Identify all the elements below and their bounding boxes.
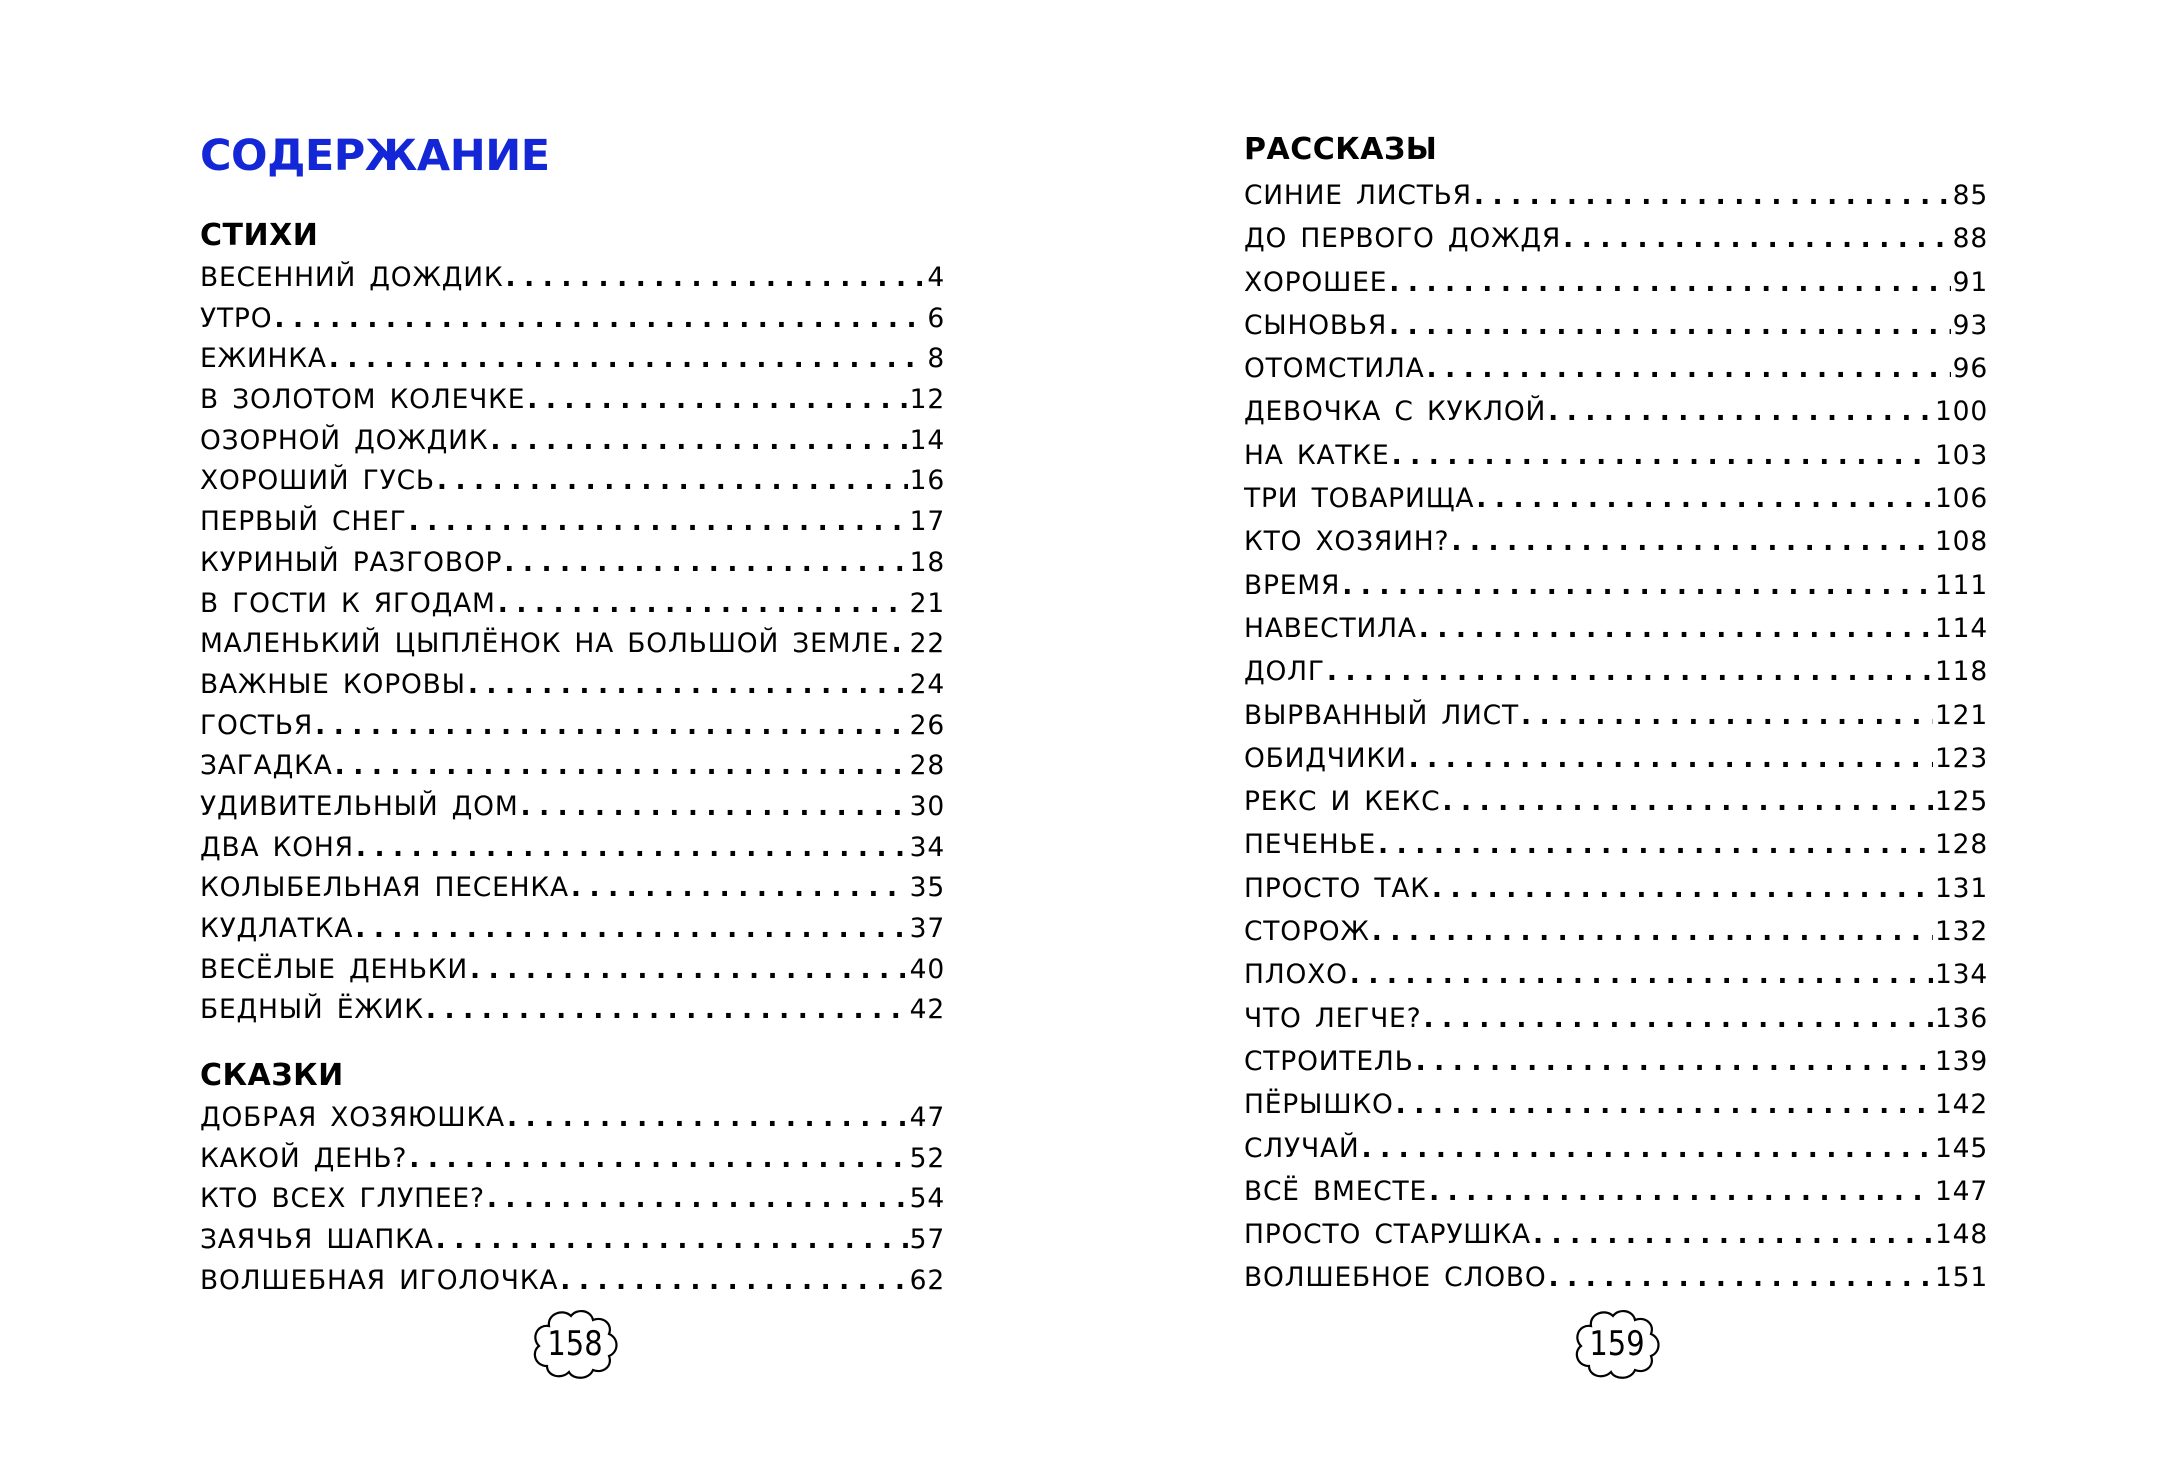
toc-entry-title: ХОРОШЕЕ	[1244, 266, 1388, 298]
dot-leader	[1419, 609, 1933, 649]
toc-entry-title: ВЕСЁЛЫЕ ДЕНЬКИ	[200, 953, 469, 985]
dot-leader	[504, 543, 907, 583]
toc-entry-title: ВСЁ ВМЕСТЕ	[1244, 1175, 1428, 1207]
dot-leader	[409, 502, 908, 542]
toc-entry-page: 118	[1935, 656, 1988, 688]
toc-entry[interactable]	[1244, 219, 1988, 262]
toc-entry[interactable]	[1244, 176, 1988, 219]
toc-entry-page: 142	[1935, 1089, 1988, 1121]
toc-entry-page: 121	[1935, 699, 1988, 731]
toc-entry-title: ВАЖНЫЕ КОРОВЫ	[200, 668, 466, 700]
toc-entry-title: РЕКС И КЕКС	[1244, 786, 1441, 818]
dot-leader	[892, 624, 908, 664]
toc-entry[interactable]	[1244, 955, 1988, 998]
toc-entry-title: ДОБРАЯ ХОЗЯЮШКА	[200, 1102, 505, 1133]
toc-entry-title: ДО ПЕРВОГО ДОЖДЯ	[1244, 223, 1562, 255]
dot-leader	[1474, 176, 1951, 216]
toc-entry-title: НА КАТКЕ	[1244, 439, 1390, 471]
toc-entry[interactable]	[1244, 436, 1988, 479]
toc-entry-page: 151	[1935, 1262, 1988, 1294]
toc-entry-page: 148	[1935, 1219, 1988, 1251]
dot-leader	[468, 665, 908, 705]
toc-entry[interactable]	[200, 1098, 945, 1139]
toc-entry-title: ЧТО ЛЕГЧЕ?	[1244, 1002, 1422, 1034]
dot-leader	[1392, 436, 1933, 476]
dot-leader	[329, 339, 926, 379]
toc-entry-page: 125	[1935, 786, 1988, 818]
toc-entry-title: СИНИЕ ЛИСТЬЯ	[1244, 180, 1472, 211]
page-number-badge	[527, 1306, 623, 1382]
toc-entry-page: 134	[1935, 959, 1988, 991]
dot-leader	[1362, 1129, 1934, 1169]
dot-leader	[507, 1098, 908, 1138]
toc-entry-page: 103	[1935, 439, 1988, 471]
dot-leader	[1451, 522, 1933, 562]
dot-leader	[409, 1139, 907, 1179]
toc-entry[interactable]	[200, 380, 945, 421]
dot-leader	[1533, 1215, 1933, 1255]
toc-entry-title: ЕЖИНКА	[200, 343, 327, 375]
toc-entry-title: ОБИДЧИКИ	[1244, 742, 1407, 774]
toc-entry-page: 22	[909, 628, 945, 660]
toc-list-tales	[200, 1098, 945, 1301]
toc-list-poems	[200, 258, 945, 1031]
toc-entry-page: 111	[1935, 569, 1988, 601]
toc-entry-title: БЕДНЫЙ ЁЖИК	[200, 994, 424, 1026]
toc-entry[interactable]	[1244, 1258, 1988, 1301]
toc-entry-page: 24	[909, 668, 945, 700]
toc-entry-title: ОЗОРНОЙ ДОЖДИК	[200, 424, 489, 456]
toc-entry-page: 42	[909, 994, 945, 1026]
toc-entry-page: 34	[909, 831, 945, 863]
toc-entry-title: КОЛЫБЕЛЬНАЯ ПЕСЕНКА	[200, 872, 569, 904]
dot-leader	[1378, 825, 1933, 865]
toc-entry-page: 91	[1952, 266, 1988, 298]
toc-entry-title: УТРО	[200, 302, 273, 334]
dot-leader	[1327, 652, 1933, 692]
dot-leader	[571, 868, 908, 908]
toc-entry-page: 4	[927, 262, 945, 293]
dot-leader	[1563, 219, 1951, 259]
toc-entry-title: ДОЛГ	[1244, 656, 1325, 688]
dot-leader	[1423, 999, 1933, 1039]
toc-entry-page: 57	[909, 1224, 945, 1256]
page-number: 159	[1589, 1324, 1645, 1364]
toc-entry-page: 96	[1952, 353, 1988, 385]
toc-entry[interactable]	[200, 421, 945, 462]
toc-entry[interactable]	[1244, 739, 1988, 782]
toc-entry-title: ПЕЧЕНЬЕ	[1244, 829, 1377, 861]
toc-entry[interactable]	[1244, 1042, 1988, 1085]
toc-entry-title: ПЕРВЫЙ СНЕГ	[200, 506, 407, 538]
toc-entry[interactable]	[1244, 1215, 1988, 1258]
toc-entry-title: НАВЕСТИЛА	[1244, 612, 1417, 644]
toc-entry[interactable]	[200, 584, 945, 625]
toc-entry-page: 16	[909, 465, 945, 497]
dot-leader	[1389, 263, 1950, 303]
toc-entry[interactable]	[1244, 479, 1988, 522]
toc-entry-page: 88	[1952, 223, 1988, 255]
toc-entry-title: УДИВИТЕЛЬНЫЙ ДОМ	[200, 790, 519, 822]
toc-entry[interactable]	[1244, 609, 1988, 652]
toc-entry-title: ХОРОШИЙ ГУСЬ	[200, 465, 435, 497]
toc-entry-page: 40	[909, 953, 945, 985]
toc-entry-page: 100	[1935, 396, 1988, 428]
toc-entry[interactable]	[200, 461, 945, 502]
toc-entry-title: ВОЛШЕБНАЯ ИГОЛОЧКА	[200, 1264, 559, 1296]
toc-entry[interactable]	[200, 1179, 945, 1220]
section-heading-poems: СТИХИ	[200, 218, 319, 253]
toc-entry-page: 47	[909, 1102, 945, 1133]
toc-entry[interactable]	[200, 746, 945, 787]
dot-leader	[1432, 869, 1933, 909]
dot-leader	[1442, 782, 1933, 822]
dot-leader	[1396, 1085, 1933, 1125]
toc-entry-page: 131	[1935, 872, 1988, 904]
toc-entry[interactable]	[200, 339, 945, 380]
dot-leader	[426, 990, 908, 1030]
toc-entry[interactable]	[1244, 349, 1988, 392]
toc-entry-title: ВЕСЕННИЙ ДОЖДИК	[200, 262, 504, 293]
toc-entry-page: 106	[1935, 483, 1988, 515]
dot-leader	[521, 787, 908, 827]
toc-entry[interactable]	[1244, 1129, 1988, 1172]
dot-leader	[436, 1220, 908, 1260]
toc-entry-page: 12	[909, 384, 945, 416]
toc-entry-title: СЛУЧАЙ	[1244, 1132, 1360, 1164]
toc-entry[interactable]	[200, 299, 945, 340]
page-number: 158	[547, 1324, 603, 1364]
dot-leader	[470, 950, 908, 990]
toc-entry-page: 6	[927, 302, 945, 334]
toc-entry-title: ГОСТЬЯ	[200, 709, 314, 741]
toc-entry-page: 21	[909, 587, 945, 619]
toc-entry[interactable]	[200, 665, 945, 706]
toc-entry[interactable]	[200, 706, 945, 747]
dot-leader	[1416, 1042, 1933, 1082]
toc-entry-title: КУДЛАТКА	[200, 913, 354, 944]
toc-entry-title: ДВА КОНЯ	[200, 831, 354, 863]
toc-entry[interactable]	[200, 990, 945, 1031]
toc-entry-page: 35	[909, 872, 945, 904]
toc-entry[interactable]	[1244, 869, 1988, 912]
dot-leader	[1429, 1172, 1933, 1212]
toc-entry[interactable]	[200, 868, 945, 909]
dot-leader	[1521, 696, 1933, 736]
toc-entry[interactable]	[1244, 1172, 1988, 1215]
toc-entry[interactable]	[1244, 1085, 1988, 1128]
dot-leader	[355, 909, 907, 949]
toc-entry[interactable]	[1244, 825, 1988, 868]
dot-leader	[1476, 479, 1933, 519]
toc-entry[interactable]	[1244, 782, 1988, 825]
dot-leader	[527, 380, 907, 420]
left-page	[200, 0, 945, 1476]
toc-entry-title: КАКОЙ ДЕНЬ?	[200, 1142, 408, 1174]
dot-leader	[437, 461, 908, 501]
dot-leader	[1389, 306, 1951, 346]
toc-entry-title: ПЛОХО	[1244, 959, 1348, 991]
toc-entry-title: СТОРОЖ	[1244, 916, 1370, 948]
toc-entry[interactable]	[1244, 912, 1988, 955]
toc-entry-title: КТО ВСЕХ ГЛУПЕЕ?	[200, 1183, 485, 1215]
toc-entry-page: 85	[1952, 180, 1988, 211]
toc-entry-title: ПЁРЫШКО	[1244, 1089, 1394, 1121]
dot-leader	[274, 299, 925, 339]
dot-leader	[1342, 566, 1933, 606]
toc-entry[interactable]	[200, 624, 945, 665]
toc-entry-title: ТРИ ТОВАРИЩА	[1244, 483, 1475, 515]
toc-entry[interactable]	[200, 1261, 945, 1302]
toc-entry-page: 136	[1935, 1002, 1988, 1034]
toc-entry-title: ДЕВОЧКА С КУКЛОЙ	[1244, 396, 1547, 428]
toc-entry[interactable]	[200, 502, 945, 543]
dot-leader	[1350, 955, 1933, 995]
toc-entry-page: 26	[909, 709, 945, 741]
toc-entry-title: ВРЕМЯ	[1244, 569, 1341, 601]
toc-entry-page: 30	[909, 790, 945, 822]
toc-entry-title: ПРОСТО ТАК	[1244, 872, 1430, 904]
toc-entry-title: ВЫРВАННЫЙ ЛИСТ	[1244, 699, 1519, 731]
toc-entry-title: ЗАЯЧЬЯ ШАПКА	[200, 1224, 434, 1256]
toc-entry-page: 28	[909, 750, 945, 782]
toc-entry-title: ЗАГАДКА	[200, 750, 333, 782]
dot-leader	[356, 828, 908, 868]
toc-entry-title: ОТОМСТИЛА	[1244, 353, 1425, 385]
toc-entry[interactable]	[1244, 392, 1988, 435]
toc-entry-page: 62	[909, 1264, 945, 1296]
toc-entry-title: В ЗОЛОТОМ КОЛЕЧКЕ	[200, 384, 526, 416]
toc-entry[interactable]	[1244, 306, 1988, 349]
toc-entry[interactable]	[200, 909, 945, 950]
dot-leader	[335, 746, 908, 786]
toc-entry-page: 93	[1952, 309, 1988, 341]
toc-entry[interactable]	[1244, 263, 1988, 306]
toc-entry-page: 128	[1935, 829, 1988, 861]
toc-entry-title: ВОЛШЕБНОЕ СЛОВО	[1244, 1262, 1547, 1294]
toc-entry[interactable]	[200, 258, 945, 299]
toc-entry[interactable]	[200, 787, 945, 828]
toc-entry[interactable]	[200, 950, 945, 991]
toc-entry[interactable]	[200, 1220, 945, 1261]
toc-entry-title: СТРОИТЕЛЬ	[1244, 1045, 1414, 1077]
toc-entry-page: 139	[1935, 1045, 1988, 1077]
dot-leader	[498, 584, 908, 624]
toc-entry[interactable]	[200, 828, 945, 869]
page-title: СОДЕРЖАНИЕ	[200, 131, 550, 181]
toc-entry-title: КТО ХОЗЯИН?	[1244, 526, 1450, 558]
right-page	[1244, 0, 1988, 1476]
toc-entry-page: 132	[1935, 916, 1988, 948]
toc-entry-page: 147	[1935, 1175, 1988, 1207]
toc-entry-title: МАЛЕНЬКИЙ ЦЫПЛЁНОК НА БОЛЬШОЙ ЗЕМЛЕ	[200, 628, 890, 660]
dot-leader	[506, 258, 926, 298]
toc-entry-page: 14	[909, 424, 945, 456]
toc-entry-page: 114	[1935, 612, 1988, 644]
toc-entry[interactable]	[1244, 566, 1988, 609]
dot-leader	[1549, 1258, 1934, 1298]
toc-entry-title: КУРИНЫЙ РАЗГОВОР	[200, 546, 503, 578]
toc-entry-page: 37	[909, 913, 945, 944]
toc-entry-page: 108	[1935, 526, 1988, 558]
toc-entry-title: ПРОСТО СТАРУШКА	[1244, 1219, 1531, 1251]
toc-entry-page: 52	[909, 1142, 945, 1174]
toc-entry-page: 54	[909, 1183, 945, 1215]
dot-leader	[560, 1261, 907, 1301]
dot-leader	[490, 421, 907, 461]
dot-leader	[1427, 349, 1951, 389]
toc-entry-page: 145	[1935, 1132, 1988, 1164]
page-number-badge	[1569, 1306, 1665, 1382]
toc-entry-page: 123	[1935, 742, 1988, 774]
dot-leader	[1548, 392, 1933, 432]
toc-entry[interactable]	[1244, 696, 1988, 739]
toc-entry-title: В ГОСТИ К ЯГОДАМ	[200, 587, 496, 619]
toc-list-stories	[1244, 176, 1988, 1302]
toc-entry-page: 17	[909, 506, 945, 538]
toc-entry-page: 8	[927, 343, 945, 375]
dot-leader	[1409, 739, 1933, 779]
toc-entry[interactable]	[1244, 522, 1988, 565]
toc-entry[interactable]	[1244, 999, 1988, 1042]
section-heading-tales: СКАЗКИ	[200, 1058, 344, 1093]
toc-entry-title: СЫНОВЬЯ	[1244, 309, 1388, 341]
toc-entry[interactable]	[1244, 652, 1988, 695]
toc-entry[interactable]	[200, 543, 945, 584]
section-heading-stories: РАССКАЗЫ	[1244, 132, 1438, 167]
toc-entry-page: 18	[909, 546, 945, 578]
dot-leader	[1372, 912, 1933, 952]
toc-entry[interactable]	[200, 1139, 945, 1180]
dot-leader	[315, 706, 908, 746]
dot-leader	[487, 1179, 908, 1219]
